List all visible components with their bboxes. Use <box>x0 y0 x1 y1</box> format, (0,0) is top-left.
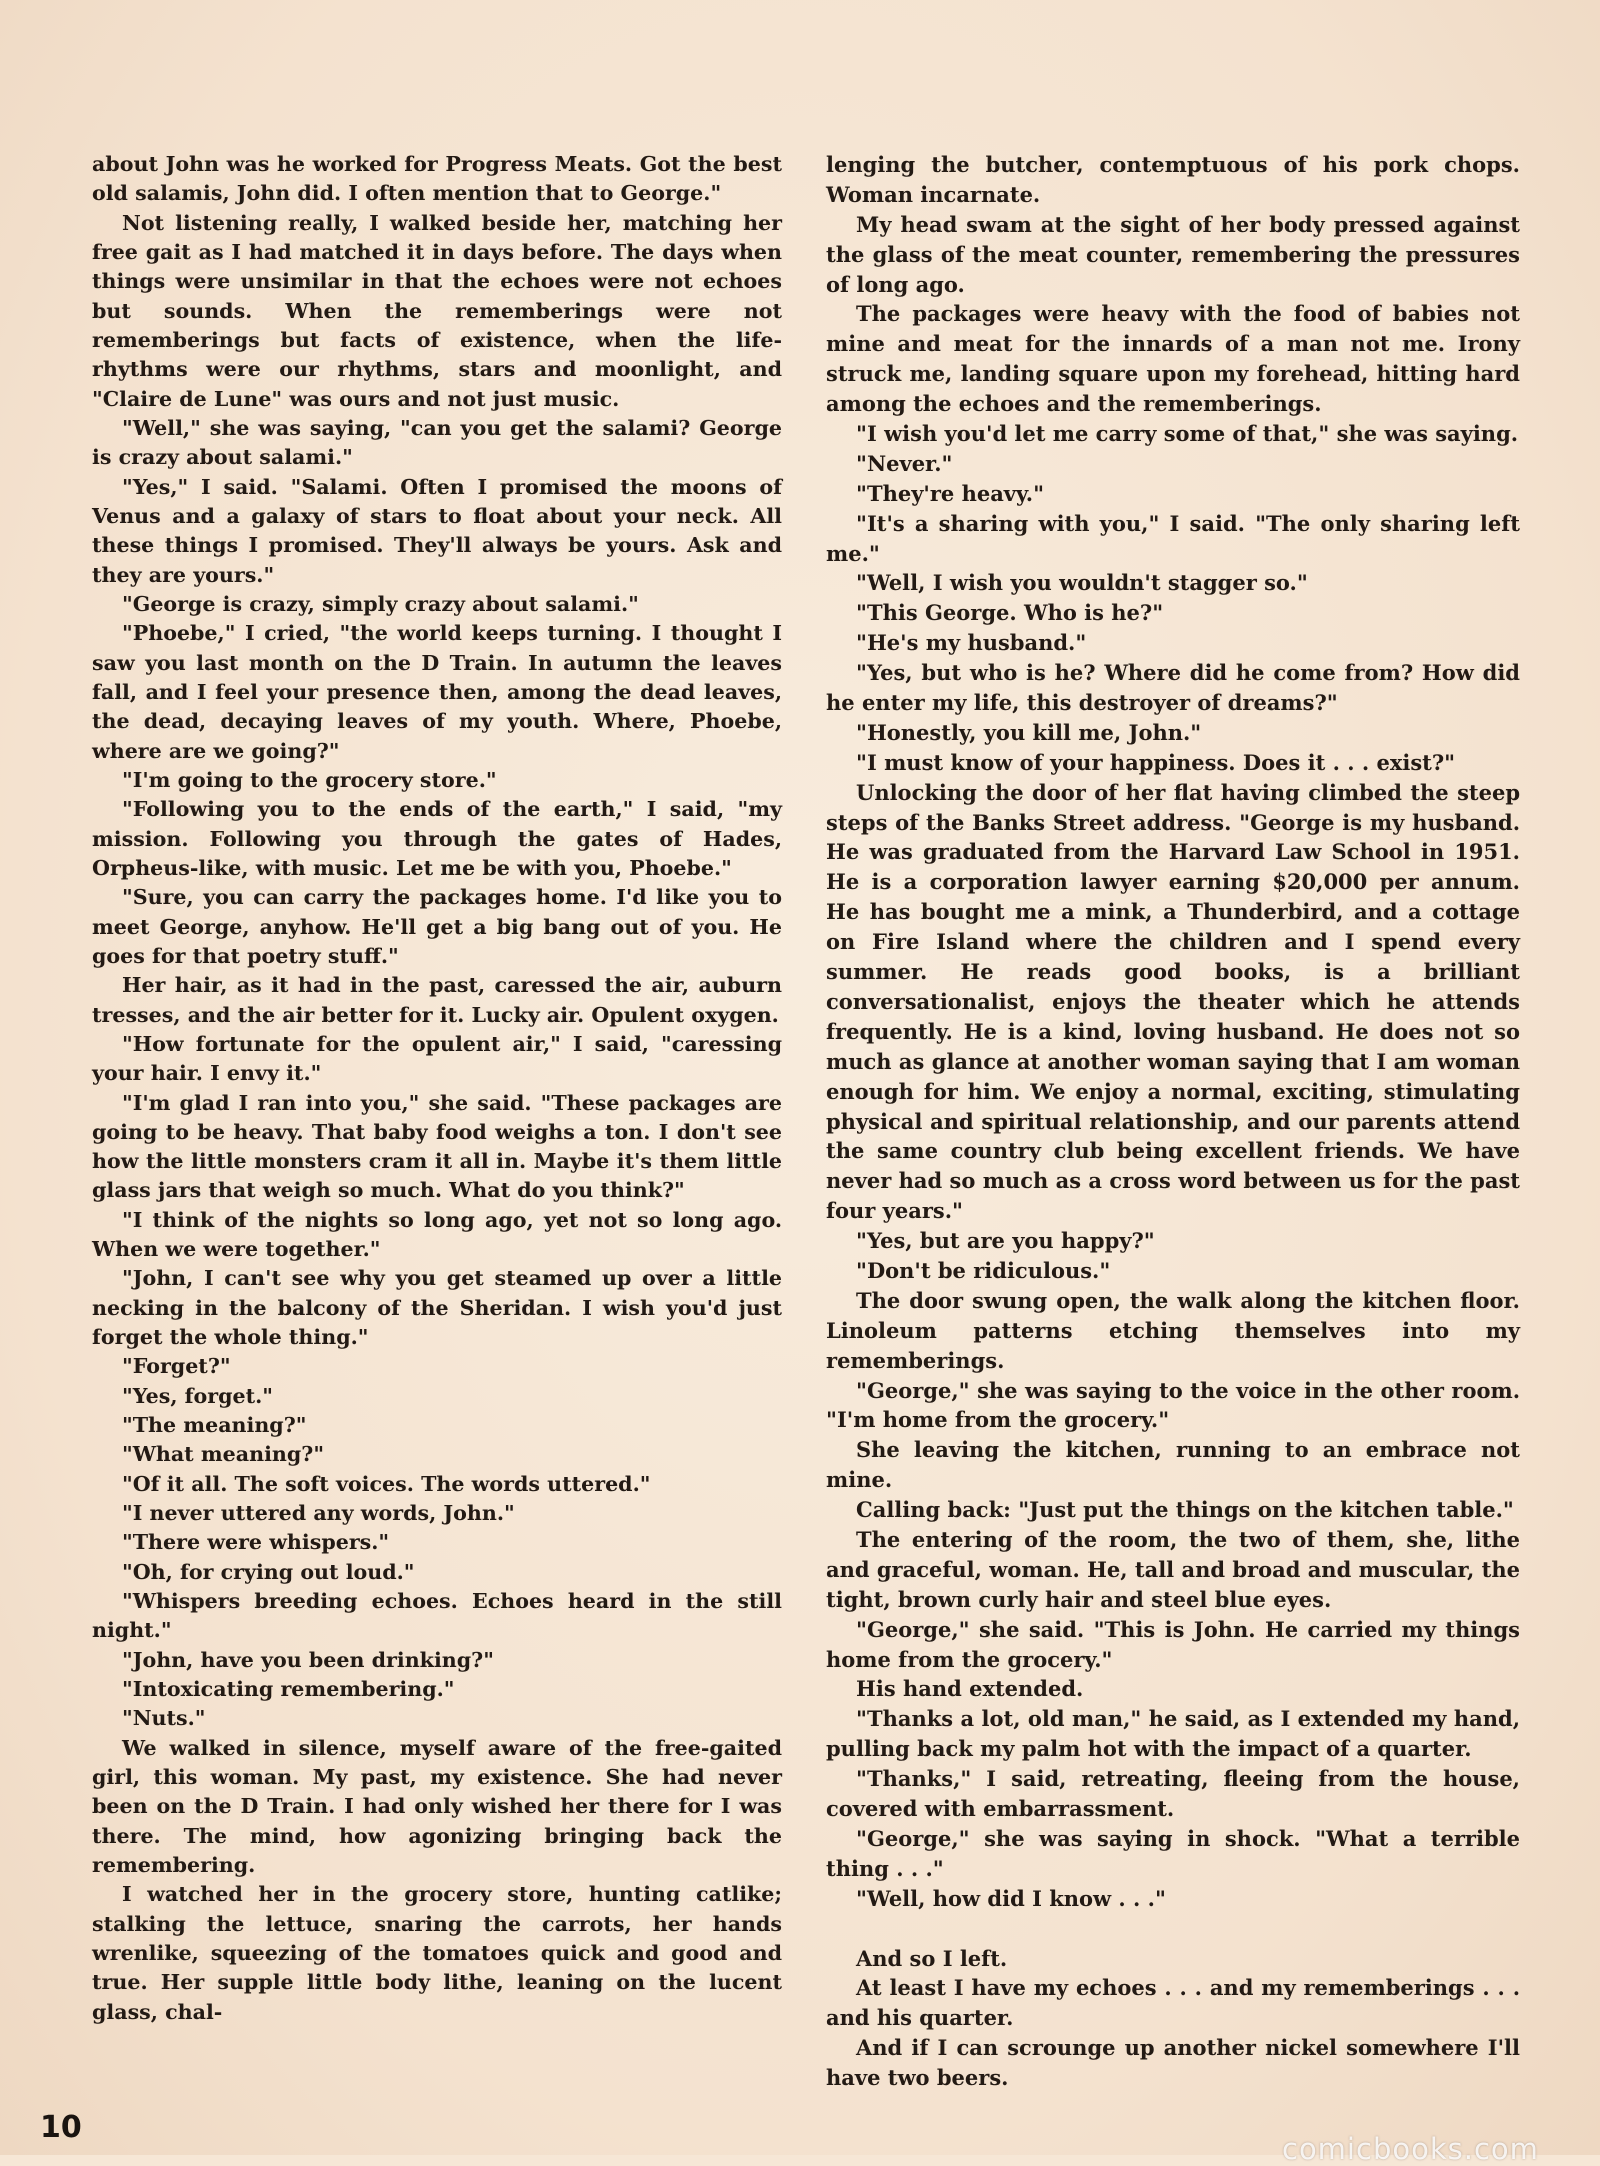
right-text-column <box>826 150 1520 2093</box>
paragraph: "John, I can't see why you get steamed up over a little necking in the balcony of the Sheridan. I wish you'd just forget the whole thing." <box>92 1266 782 1350</box>
paragraph: "Sure, you can carry the packages home. I'd like you to meet George, anyhow. He'll get a big bang out of you. He goes for that poetry stuff." <box>92 885 782 968</box>
paragraph: "Intoxicating remembering." <box>122 1677 455 1702</box>
paragraph: At least I have my echoes . . . and my rememberings . . . and his quarter. <box>826 1975 1520 2031</box>
paragraph: "George," she said. "This is John. He carried my things home from the grocery." <box>826 1616 1520 1672</box>
paragraph: We walked in silence, myself aware of the free-gaited girl, this woman. My past, my existence. She had never been on the D Train. I had only wished her there for I was there. The mind, how agonizing bringing back the remembering. <box>92 1735 782 1878</box>
paragraph: "I wish you'd let me carry some of that," she was saying. <box>856 421 1519 447</box>
paragraph: "Phoebe," I cried, "the world keeps turning. I thought I saw you last month on the D Train. In autumn the leaves fall, and I feel your presence then, among the dead leaves, the dead, decaying leaves of my youth. Where, Phoebe, where are we going?" <box>92 621 782 763</box>
paragraph: "Well," she was saying, "can you get the salami? George is crazy about salami." <box>92 415 782 470</box>
paragraph: "I think of the nights so long ago, yet not so long ago. When we were together." <box>92 1207 782 1262</box>
paragraph: lenging the butcher, contemptuous of his pork chops. Woman incarnate. <box>826 152 1520 207</box>
paragraph: Unlocking the door of her flat having climbed the steep steps of the Banks Street address. "George is my husband. He was graduated from the Harvard Law School in 1951. He is a corporation lawyer earning $20,000 per annum. He has bought me a mink, a Thunderbird, and a cottage on Fire Island where the children and I spend every summer. He reads good books, is a brilliant conversationalist, enjoys the theater which he attends frequently. He is a kind, loving husband. He does not so much as glance at another woman saying that I am woman enough for him. We enjoy a normal, exciting, stimulating physical and spiritual relationship, and our parents attend the same country club being excellent friends. We have never had so much as a cross word between us for the past four years." <box>826 779 1520 1224</box>
paragraph: "Don't be ridiculous." <box>856 1257 1111 1283</box>
paragraph: "Of it all. The soft voices. The words uttered." <box>122 1471 651 1496</box>
paragraph: "George," she was saying in shock. "What a terrible thing . . ." <box>826 1825 1520 1881</box>
paragraph: "Never." <box>856 450 953 476</box>
paragraph: "They're heavy." <box>856 480 1045 506</box>
paragraph: The entering of the room, the two of them, she, lithe and graceful, woman. He, tall and broad and muscular, the tight, brown curly hair and steel blue eyes. <box>826 1526 1521 1612</box>
paragraph: "John, have you been drinking?" <box>122 1647 494 1672</box>
paragraph: "It's a sharing with you," I said. "The only sharing left me." <box>826 510 1520 566</box>
paragraph: "How fortunate for the opulent air," I said, "caressing your hair. I envy it." <box>92 1031 782 1086</box>
paragraph: "Yes," I said. "Salami. Often I promised the moons of Venus and a galaxy of stars to float about your neck. All these things I promised. They'll always be yours. Ask and they are yours." <box>92 474 782 587</box>
paragraph: about John was he worked for Progress Meats. Got the best old salamis, John did. I often mention that to George." <box>92 152 782 206</box>
watermark: comicbooks.com <box>1282 2132 1539 2166</box>
paragraph: "I'm glad I ran into you," she said. "These packages are going to be heavy. That baby food weighs a ton. I don't see how the little monsters cram it all in. Maybe it's them little glass jars that weigh so much. What do you think?" <box>92 1090 782 1203</box>
paragraph: And if I can scrounge up another nickel somewhere I'll have two beers. <box>826 2035 1520 2091</box>
paragraph: "He's my husband." <box>856 630 1087 656</box>
paragraph: "Yes, forget." <box>122 1383 274 1408</box>
paragraph: "Honestly, you kill me, John." <box>856 719 1202 745</box>
paragraph: "Well, how did I know . . ." <box>856 1885 1166 1911</box>
paragraph: "There were whispers." <box>122 1530 390 1555</box>
paragraph: "I'm going to the grocery store." <box>122 767 497 792</box>
paragraph: "Forget?" <box>122 1354 231 1379</box>
paragraph: "George," she was saying to the voice in the other room. "I'm home from the grocery." <box>826 1377 1520 1433</box>
paragraph: "Nuts." <box>122 1706 206 1731</box>
paragraph: "I must know of your happiness. Does it . . . exist?" <box>856 749 1456 775</box>
paragraph: "Thanks," I said, retreating, fleeing from the house, covered with embarrassment. <box>826 1766 1520 1821</box>
paragraph: And so I left. <box>856 1945 1008 1971</box>
paragraph: "Following you to the ends of the earth," I said, "my mission. Following you through the gates of Hades, Orpheus-like, with music. Let me be with you, Phoebe." <box>92 797 782 880</box>
paragraph: "I never uttered any words, John." <box>122 1501 515 1526</box>
paragraph: Her hair, as it had in the past, caressed the air, auburn tresses, and the air better for it. Lucky air. Opulent oxygen. <box>92 973 782 1027</box>
paragraph: Not listening really, I walked beside her, matching her free gait as I had matched it in days before. The days when things were unsimilar in that the echoes were not echoes but sounds. When the rememberings were not rememberings but facts of existence, when the life-rhythms were our rhythms, stars and moonlight, and "Claire de Lune" was ours and not just music. <box>92 210 782 411</box>
paragraph: His hand extended. <box>856 1676 1084 1702</box>
paragraph: "What meaning?" <box>122 1442 325 1467</box>
paragraph: "Oh, for crying out loud." <box>122 1559 415 1584</box>
left-text-column <box>92 150 782 2027</box>
paragraph: She leaving the kitchen, running to an embrace not mine. <box>826 1437 1520 1493</box>
paragraph: "Yes, but are you happy?" <box>856 1228 1155 1254</box>
paragraph: "This George. Who is he?" <box>856 600 1164 626</box>
paragraph: The packages were heavy with the food of babies not mine and meat for the innards of a man not me. Irony struck me, landing square upon my forehead, hitting hard among the echoes and the rememberings. <box>826 301 1520 417</box>
paragraph: "The meaning?" <box>122 1413 307 1438</box>
paragraph: "Thanks a lot, old man," he said, as I extended my hand, pulling back my palm hot with the impact of a quarter. <box>826 1706 1520 1762</box>
paragraph: I watched her in the grocery store, hunting catlike; stalking the lettuce, snaring the carrots, her hands wrenlike, squeezing of the tomatoes quick and good and true. Her supple little body lithe, leaning on the lucent glass, chal- <box>92 1882 782 2024</box>
paragraph: "George is crazy, simply crazy about salami." <box>122 591 639 616</box>
paragraph: The door swung open, the walk along the kitchen floor. Linoleum patterns etching themselves into my rememberings. <box>826 1287 1520 1373</box>
paragraph: "Whispers breeding echoes. Echoes heard in the still night." <box>92 1589 782 1643</box>
paragraph: "Yes, but who is he? Where did he come from? How did he enter my life, this destroyer of dreams?" <box>826 660 1520 716</box>
paragraph: "Well, I wish you wouldn't stagger so." <box>856 570 1308 596</box>
paragraph: Calling back: "Just put the things on the kitchen table." <box>856 1497 1514 1523</box>
paragraph: My head swam at the sight of her body pressed against the glass of the meat counter, remembering the pressures of long ago. <box>826 211 1520 297</box>
page-number: 10 <box>40 2110 82 2145</box>
